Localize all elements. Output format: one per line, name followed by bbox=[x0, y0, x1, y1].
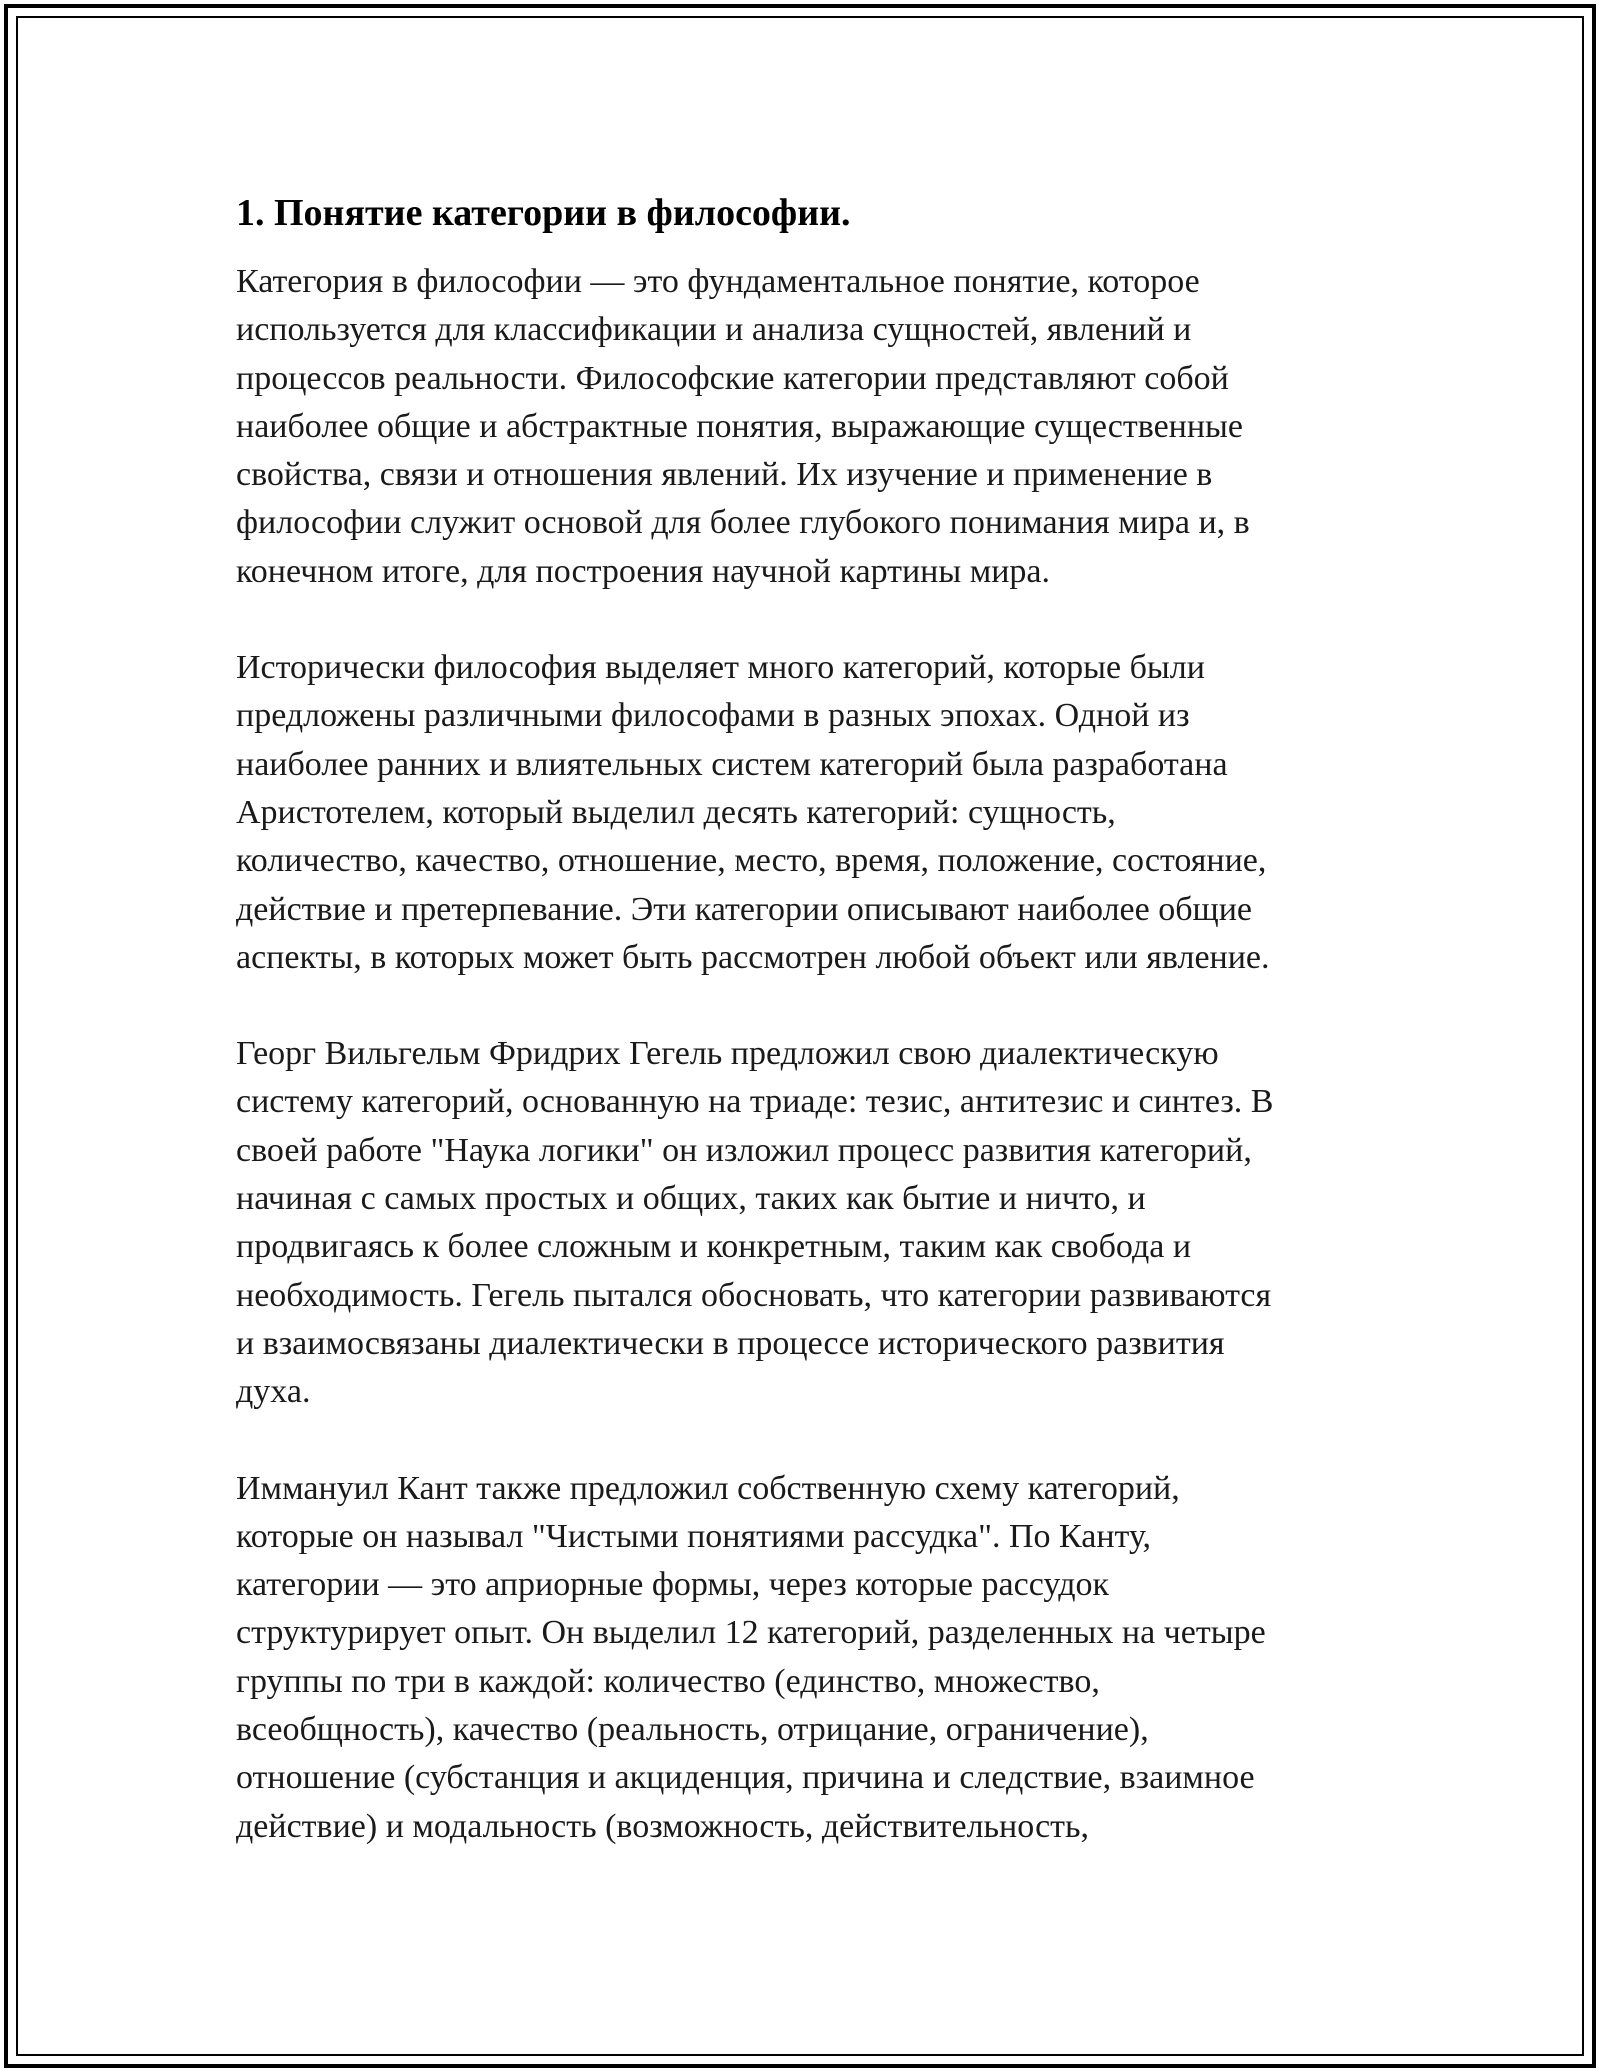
text-line: действие и претерпевание. Эти категории описывают наиболее общие bbox=[236, 890, 1252, 928]
text-line: отношение (субстанция и акциденция, причина и следствие, взаимное bbox=[236, 1759, 1255, 1797]
text-line: предложены различными философами в разных эпохах. Одной из bbox=[236, 697, 1190, 735]
text-line: необходимость. Гегель пытался обосновать, что категории развиваются bbox=[236, 1276, 1272, 1314]
text-line: аспекты, в которых может быть рассмотрен любой объект или явление. bbox=[236, 938, 1270, 976]
text-line: используется для классификации и анализа сущностей, явлений и bbox=[236, 311, 1192, 349]
text-line: группы по три в каждой: количество (единство, множество, bbox=[236, 1662, 1100, 1700]
text-line: и взаимосвязаны диалектически в процессе исторического развития bbox=[236, 1324, 1225, 1362]
text-line: категории — это априорные формы, через которые рассудок bbox=[236, 1566, 1110, 1604]
text-line: количество, качество, отношение, место, время, положение, состояние, bbox=[236, 842, 1267, 880]
text-line: систему категорий, основанную на триаде: тезис, антитезис и синтез. В bbox=[236, 1083, 1274, 1121]
document-body bbox=[236, 186, 1376, 1899]
paragraph-aristotle bbox=[236, 644, 1376, 982]
text-line: Аристотелем, который выделил десять категорий: сущность, bbox=[236, 793, 1116, 831]
paragraph-category-definition bbox=[236, 258, 1376, 596]
text-line: процессов реальности. Философские категории представляют собой bbox=[236, 359, 1229, 397]
text-line: которые он называл "Чистыми понятиями рассудка". По Канту, bbox=[236, 1517, 1152, 1555]
text-line: начиная с самых простых и общих, таких как бытие и ничто, и bbox=[236, 1180, 1146, 1218]
text-line: продвигаясь к более сложным и конкретным, таким как свобода и bbox=[236, 1228, 1192, 1266]
text-line: структурирует опыт. Он выделил 12 категорий, разделенных на четыре bbox=[236, 1614, 1266, 1652]
text-line: философии служит основой для более глубокого понимания мира и, в bbox=[236, 504, 1250, 542]
text-line: конечном итоге, для построения научной картины мира. bbox=[236, 552, 1051, 590]
text-line: всеобщность), качество (реальность, отрицание, ограничение), bbox=[236, 1711, 1149, 1749]
paragraph-hegel bbox=[236, 1030, 1376, 1416]
text-line: действие) и модальность (возможность, действительность, bbox=[236, 1807, 1090, 1845]
text-line: своей работе "Наука логики" он изложил процесс развития категорий, bbox=[236, 1131, 1252, 1169]
text-line: Исторически философия выделяет много категорий, которые были bbox=[236, 649, 1205, 687]
text-line: Категория в философии — это фундаментальное понятие, которое bbox=[236, 263, 1200, 300]
text-line: наиболее общие и абстрактные понятия, выражающие существенные bbox=[236, 407, 1243, 445]
text-line: Георг Вильгельм Фридрих Гегель предложил свою диалектическую bbox=[236, 1035, 1219, 1073]
text-line: духа. bbox=[236, 1373, 311, 1411]
text-line: наиболее ранних и влиятельных систем категорий была разработана bbox=[236, 745, 1228, 783]
section-heading: 1. Понятие категории в философии. bbox=[236, 192, 851, 234]
paragraph-kant bbox=[236, 1465, 1376, 1851]
text-line: свойства, связи и отношения явлений. Их изучение и применение в bbox=[236, 456, 1213, 494]
text-line: Иммануил Кант также предложил собственную схему категорий, bbox=[236, 1469, 1180, 1507]
